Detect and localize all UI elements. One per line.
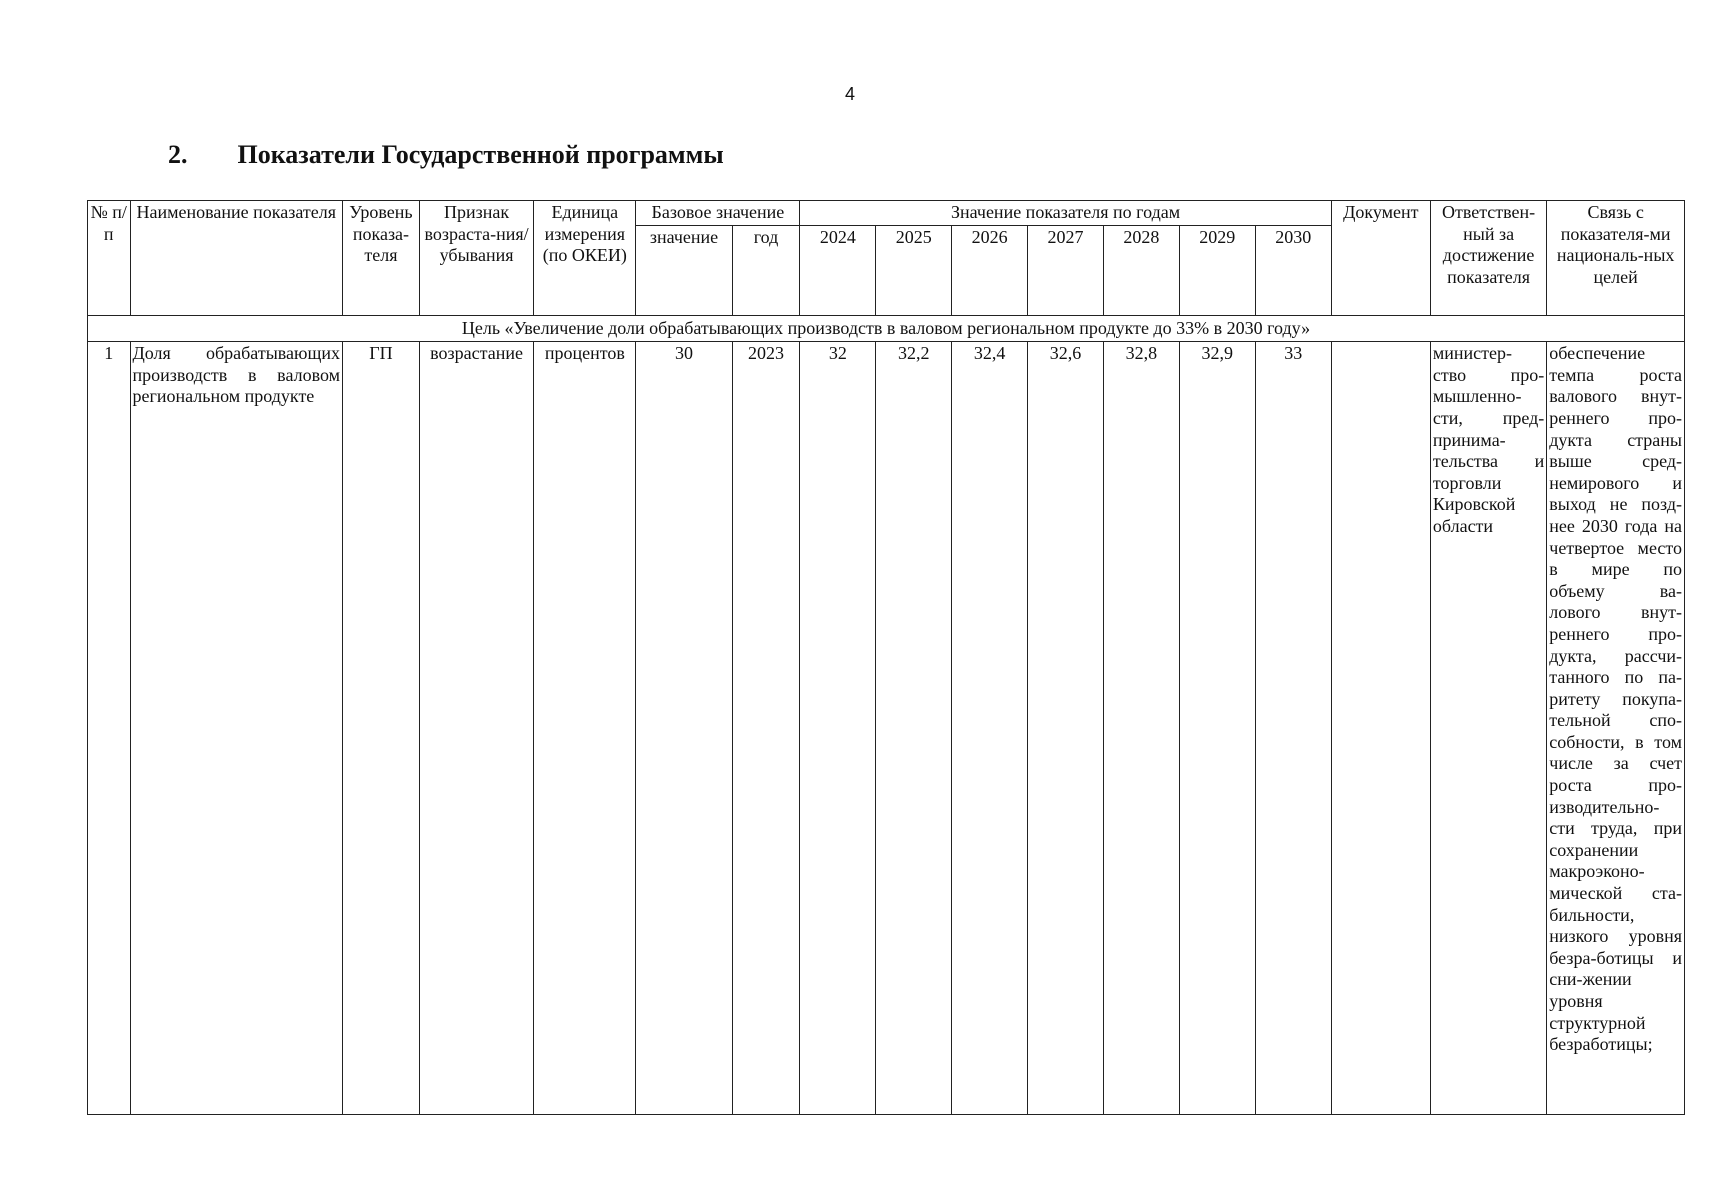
- header-row-1: [88, 201, 1685, 226]
- header-year: 2024: [800, 225, 876, 315]
- row-value-2028: 32,8: [1103, 342, 1179, 1115]
- header-responsible: Ответствен-ный за достижение показателя: [1430, 201, 1546, 316]
- header-year: 2026: [952, 225, 1028, 315]
- row-unit: процентов: [534, 342, 636, 1115]
- row-value-2026: 32,4: [952, 342, 1028, 1115]
- header-year: 2029: [1179, 225, 1255, 315]
- header-num: № п/п: [88, 201, 131, 316]
- header-year: 2025: [876, 225, 952, 315]
- header-sign: Признак возраста-ния/ убывания: [419, 201, 533, 316]
- header-years-group: Значение показателя по годам: [800, 201, 1331, 226]
- header-base-group: Базовое значение: [636, 201, 800, 226]
- row-level: ГП: [343, 342, 420, 1115]
- header-link: Связь с показателя-ми националь-ных целей: [1547, 201, 1685, 316]
- page-number: 4: [845, 84, 856, 104]
- header-document: Документ: [1331, 201, 1430, 316]
- row-name: Доля обрабатывающих производств в валовом региональном продукте: [130, 342, 343, 1115]
- section-title-text: Показатели Государственной программы: [237, 140, 724, 169]
- row-num: 1: [88, 342, 131, 1115]
- row-value-2024: 32: [800, 342, 876, 1115]
- row-base-value: 30: [636, 342, 732, 1115]
- row-value-2030: 33: [1255, 342, 1331, 1115]
- row-value-2029: 32,9: [1179, 342, 1255, 1115]
- header-name: Наименование показателя: [130, 201, 343, 316]
- header-year: 2028: [1103, 225, 1179, 315]
- row-link: обеспечение темпа роста валового внут-реннего про-дукта страны выше сред-немирового и выход не позд-нее 2030 года на четвертое место в мире по объему ва-лового внут-реннего про-дукта, рассчи-танного по па-ритету покупа-тельной спо-собности, в том числе за счет роста про-изводительно-сти труда, при сохранении макроэконо-мической ста-бильности, низкого уровня безра-ботицы и сни-жении уровня структурной безработицы;: [1547, 342, 1685, 1115]
- indicators-table-container: [87, 200, 1685, 1115]
- section-title: [168, 140, 724, 170]
- header-unit: Единица измерения (по ОКЕИ): [534, 201, 636, 316]
- row-value-2025: 32,2: [876, 342, 952, 1115]
- header-year: 2030: [1255, 225, 1331, 315]
- header-base-year: год: [732, 225, 800, 315]
- row-value-2027: 32,6: [1028, 342, 1104, 1115]
- goal-cell: Цель «Увеличение доли обрабатывающих производств в валовом региональном продукте до 33% в 2030 году»: [88, 315, 1685, 342]
- header-base-value: значение: [636, 225, 732, 315]
- row-responsible: министер-ство про-мышленно-сти, пред-принима-тельства и торговли Кировской области: [1430, 342, 1546, 1115]
- section-number: 2.: [168, 140, 188, 169]
- table-row: [88, 342, 1685, 1115]
- header-level: Уровень показа-теля: [343, 201, 420, 316]
- header-year: 2027: [1028, 225, 1104, 315]
- row-sign: возрастание: [419, 342, 533, 1115]
- row-base-year: 2023: [732, 342, 800, 1115]
- row-document: [1331, 342, 1430, 1115]
- indicators-table: [87, 200, 1685, 1115]
- goal-row: [88, 315, 1685, 342]
